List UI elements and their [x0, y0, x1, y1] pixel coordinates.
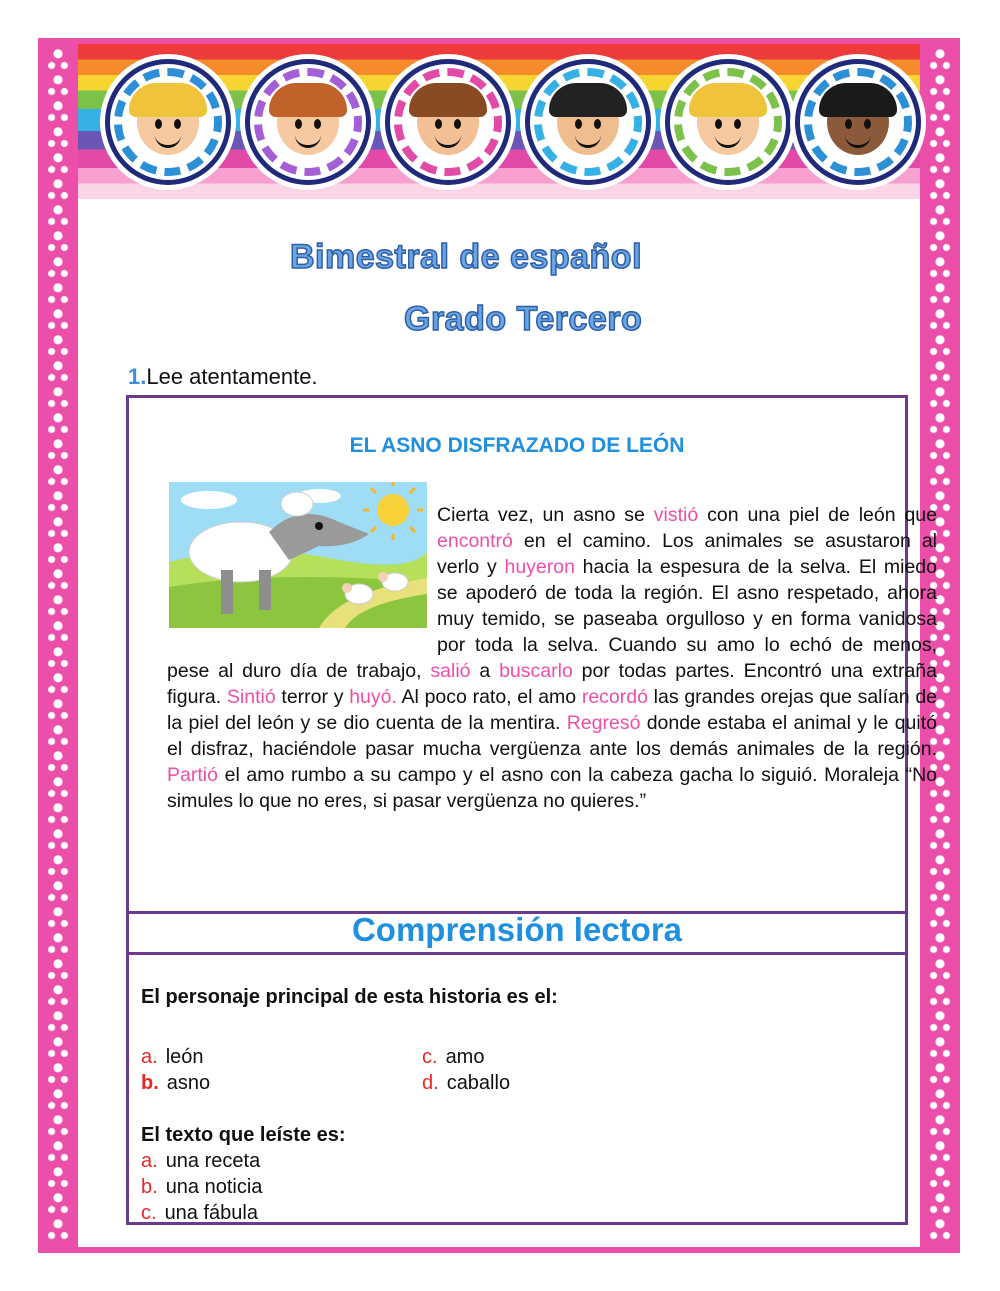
highlighted-word: Sintió: [226, 686, 276, 708]
question-1-option-c[interactable]: [422, 1046, 484, 1069]
decorative-border-left: [42, 46, 74, 1245]
instruction-number: 1.: [128, 364, 147, 389]
highlighted-word: Partió: [167, 764, 218, 786]
question-1-option-a[interactable]: [141, 1046, 204, 1069]
option-letter: b.: [141, 1072, 159, 1094]
section-title: Comprensión lectora: [351, 911, 683, 948]
option-letter: a.: [141, 1046, 158, 1068]
child-face-3-icon: [390, 64, 506, 180]
header-banner: [78, 44, 920, 199]
option-text: caballo: [446, 1072, 511, 1094]
highlighted-word: recordó: [581, 686, 648, 708]
story-fragment: hacia la espesura de la selva. El miedo se apoderó de toda la región. El asno respetado, ahora muy temido, se paseaba orgulloso y en forma vanidosa por toda la selva. Cuando su amo lo echó de menos, pese al duro día de trabajo,: [167, 556, 937, 682]
highlighted-word: vistió: [653, 504, 699, 526]
highlighted-word: huyó.: [349, 686, 397, 708]
option-letter: c.: [141, 1202, 157, 1224]
question-2-option-a[interactable]: [141, 1150, 260, 1173]
highlighted-word: buscarlo: [499, 660, 573, 682]
question-2-prompt: El texto que leíste es:: [141, 1124, 346, 1146]
option-text: amo: [445, 1046, 485, 1068]
option-letter: b.: [141, 1176, 158, 1198]
story-fragment: por todas partes. Encontró una extraña figura.: [167, 660, 937, 708]
worksheet-page: [78, 44, 938, 1247]
option-letter: d.: [422, 1072, 439, 1094]
story-fragment: las grandes orejas que salían de la piel del león y se dio cuenta de la mentira.: [167, 686, 938, 734]
highlighted-word: encontró: [437, 530, 513, 552]
story-fragment: el amo rumbo a su campo y el asno con la cabeza gacha lo siguió. Moraleja “No simules lo que no eres, si pasar vergüenza no quieres.”: [167, 764, 937, 812]
question-2-option-c[interactable]: [141, 1202, 258, 1225]
child-face-4-icon: [530, 64, 646, 180]
story-text: [167, 502, 937, 814]
section-header-box: [126, 908, 908, 955]
worksheet-subtitle: Grado Tercero: [404, 300, 643, 338]
option-text: león: [165, 1046, 204, 1068]
story-box: [126, 395, 938, 914]
question-1-option-b[interactable]: [141, 1072, 210, 1095]
child-face-2-icon: [250, 64, 366, 180]
child-face-1-icon: [110, 64, 226, 180]
highlighted-word: salió: [430, 660, 471, 682]
story-fragment: Al poco rato, el amo: [396, 686, 582, 708]
questions-box: [126, 952, 908, 1225]
instruction: [128, 364, 318, 390]
option-letter: c.: [422, 1046, 438, 1068]
option-letter: a.: [141, 1150, 158, 1172]
highlighted-word: Regresó: [566, 712, 641, 734]
story-fragment: Cierta vez, un asno se: [437, 504, 654, 526]
question-1-option-d[interactable]: [422, 1072, 510, 1095]
child-face-6-icon: [800, 64, 916, 180]
story-fragment: con una piel de león que: [698, 504, 937, 526]
child-face-5-icon: [670, 64, 786, 180]
option-text: asno: [166, 1072, 211, 1094]
instruction-text: Lee atentamente.: [146, 364, 318, 389]
story-title: EL ASNO DISFRAZADO DE LEÓN: [349, 434, 685, 457]
highlighted-word: huyeron: [504, 556, 575, 578]
option-text: una noticia: [165, 1176, 263, 1198]
worksheet-title: Bimestral de español: [290, 238, 643, 276]
question-2-option-b[interactable]: [141, 1176, 262, 1199]
option-text: una fábula: [164, 1202, 258, 1224]
story-fragment: terror y: [275, 686, 350, 708]
page-frame: [38, 38, 960, 1253]
story-fragment: a: [470, 660, 500, 682]
story-fragment: en el camino. Los animales se asustaron al verlo y: [437, 530, 937, 578]
story-fragment: donde estaba el animal y le quitó el disfraz, haciéndole pasar mucha vergüenza ante los demás animales de la región.: [167, 712, 937, 760]
option-text: una receta: [165, 1150, 261, 1172]
question-1-prompt: El personaje principal de esta historia es el:: [141, 986, 558, 1008]
